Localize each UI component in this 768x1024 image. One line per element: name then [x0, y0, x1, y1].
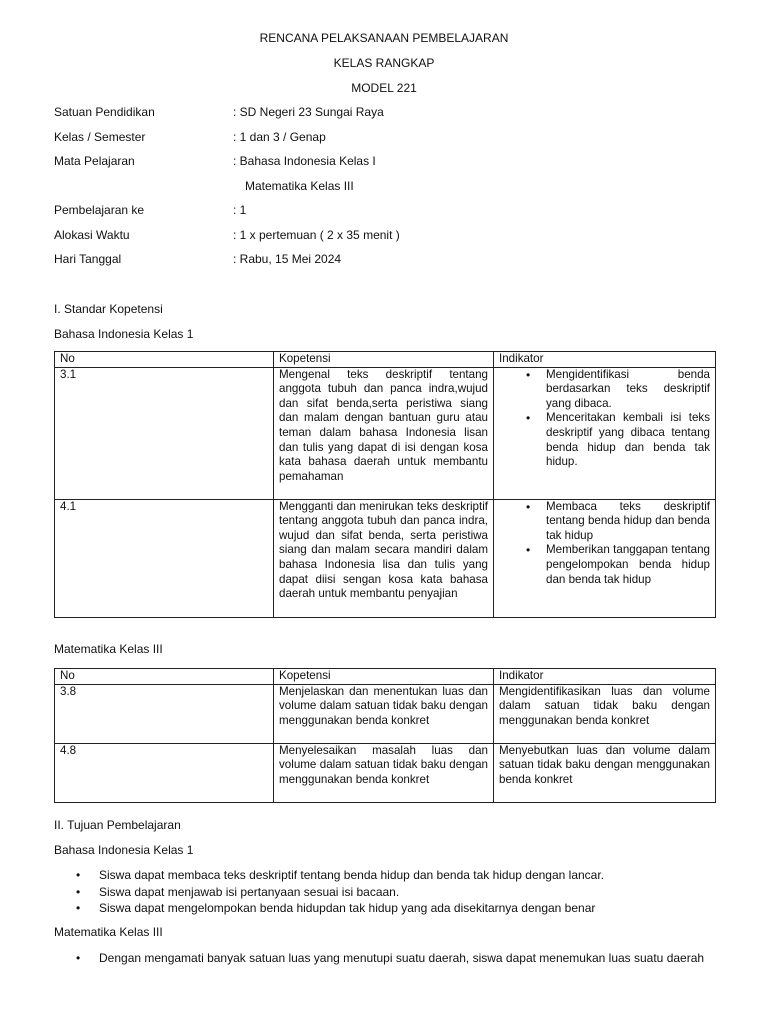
row-number: 3.1 [55, 367, 274, 499]
list-item: • Siswa dapat mengelompokan benda hidupdan tak hidup yang ada disekitarnya dengan benar [54, 900, 715, 917]
meta-label: Satuan Pendidikan [54, 105, 155, 119]
meta-value: : 1 dan 3 / Genap [233, 130, 326, 144]
column-header-indikator: Indikator [494, 669, 716, 685]
meta-value: Matematika Kelas III [245, 179, 354, 193]
meta-label: Alokasi Waktu [54, 228, 130, 242]
list-item: • Dengan mengamati banyak satuan luas yang menutupi suatu daerah, siswa dapat menemukan luas suatu daerah [54, 950, 715, 967]
meta-label: Hari Tanggal [54, 252, 122, 266]
document-title: RENCANA PELAKSANAAN PEMBELAJARAN [259, 31, 509, 45]
indikator-cell: Menyebutkan luas dan volume dalam satuan tidak baku dengan menggunakan benda konkret [494, 743, 716, 802]
subject-heading: Bahasa Indonesia Kelas 1 [54, 843, 194, 857]
section-heading: II. Tujuan Pembelajaran [54, 818, 181, 832]
meta-label: Kelas / Semester [54, 130, 146, 144]
row-number: 4.1 [55, 499, 274, 617]
subject-heading: Bahasa Indonesia Kelas 1 [54, 327, 194, 341]
meta-label: Pembelajaran ke [54, 203, 145, 217]
meta-value: : Rabu, 15 Mei 2024 [233, 252, 342, 266]
table-row [55, 367, 716, 499]
row-number: 3.8 [55, 684, 274, 743]
meta-value: : 1 x pertemuan ( 2 x 35 menit ) [233, 228, 400, 242]
document-model: MODEL 221 [351, 81, 417, 95]
row-number: 4.8 [55, 743, 274, 802]
meta-value: : SD Negeri 23 Sungai Raya [233, 105, 384, 119]
list-item: • Memberikan tanggapan tentang pengelompokan benda hidup dan benda tak hidup [546, 543, 710, 587]
table-row [55, 743, 716, 802]
list-item: • Membaca teks deskriptif tentang benda hidup dan benda tak hidup [546, 500, 710, 544]
column-header-kompetensi: Kopetensi [274, 669, 494, 685]
kompetensi-cell: Mengenal teks deskriptif tentang anggota tubuh dan panca indra,wujud dan sifat benda,serta peristiwa siang dan malam dengan bantuan guru atau teman dalam bahasa Indonesia lisan dan tulis yang dapat di isi dengan kosa kata bahasa daerah untuk membantu pemahaman [274, 367, 494, 499]
list-item: • Siswa dapat menjawab isi pertanyaan sesuai isi bacaan. [54, 884, 715, 901]
kompetensi-cell: Menjelaskan dan menentukan luas dan volume dalam satuan tidak baku dengan menggunakan benda konkret [274, 684, 494, 743]
indikator-cell [494, 367, 716, 499]
indikator-cell: Mengidentifikasikan luas dan volume dalam satuan tidak baku dengan menggunakan benda konkret [494, 684, 716, 743]
table-header-row [55, 669, 716, 685]
list-item: • Siswa dapat membaca teks deskriptif tentang benda hidup dan benda tak hidup dengan lancar. [54, 867, 715, 884]
matematika-table [54, 668, 716, 803]
indikator-cell [494, 499, 716, 617]
document-subtitle: KELAS RANGKAP [333, 56, 435, 70]
meta-label: Mata Pelajaran [54, 154, 135, 168]
list-item: • Menceritakan kembali isi teks deskriptif yang dibaca tentang benda hidup dan benda tak hidup. [546, 411, 710, 469]
subject-heading: Matematika Kelas III [54, 642, 163, 656]
column-header-indikator: Indikator [494, 352, 716, 368]
kompetensi-cell: Menyelesaikan masalah luas dan volume dalam satuan tidak baku dengan menggunakan benda konkret [274, 743, 494, 802]
column-header-no: No [55, 669, 274, 685]
table-header-row [55, 352, 716, 368]
column-header-kompetensi: Kopetensi [274, 352, 494, 368]
meta-value: : 1 [233, 203, 247, 217]
meta-value: : Bahasa Indonesia Kelas I [233, 154, 376, 168]
bahasa-indonesia-table [54, 351, 716, 618]
subject-heading: Matematika Kelas III [54, 925, 163, 939]
matematika-goals [54, 950, 715, 967]
table-row [55, 499, 716, 617]
column-header-no: No [55, 352, 274, 368]
bahasa-indonesia-goals [54, 867, 715, 917]
table-row [55, 684, 716, 743]
section-heading: I. Standar Kopetensi [54, 302, 163, 316]
list-item: • Mengidentifikasi benda berdasarkan teks deskriptif yang dibaca. [546, 368, 710, 412]
kompetensi-cell: Mengganti dan menirukan teks deskriptif tentang anggota tubuh dan panca indra, wujud dan sifat benda, serta peristiwa siang dan malam secara mandiri dalam bahasa Indonesia lisa dan tulis yang dapat diisi sengan kosa kata bahasa daerah untuk membantu penyajian [274, 499, 494, 617]
